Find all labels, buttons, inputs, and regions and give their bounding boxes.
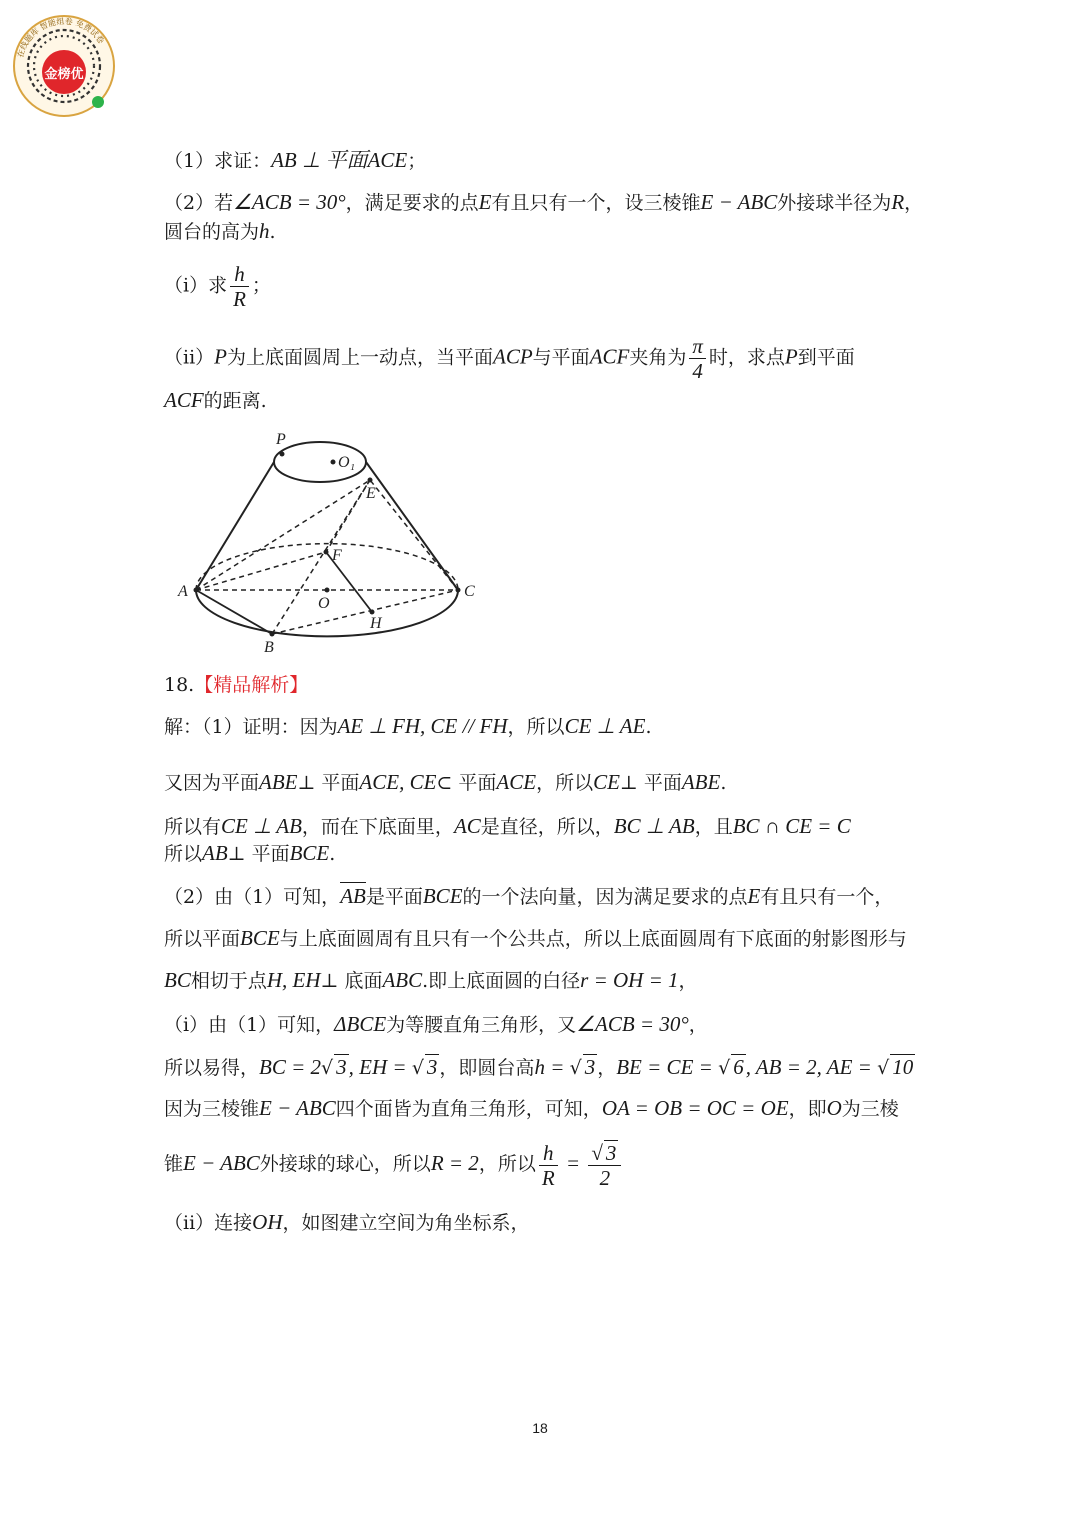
segment-EF — [326, 480, 370, 552]
solution-line-4: 所以AB⊥ 平面BCE. — [164, 841, 336, 865]
logo-ring-text: 在线题库 智能组卷 免费试卷 — [15, 16, 106, 59]
question-part-ii: （ii）P为上底面圆周上一动点，当平面ACP与平面ACF夹角为 $\frac{\pi}{4}$ 时，求点P到平面 — [164, 334, 855, 384]
question-part-2-line2: 圆台的高为h. — [164, 219, 276, 243]
solution-line-10: 因为三棱锥E − ABC四个面皆为直角三角形，可知，OA = OB = OC = OE，即O为三棱 — [164, 1096, 899, 1120]
label-H: H — [370, 615, 382, 632]
point-B — [270, 632, 275, 637]
point-H — [370, 610, 375, 615]
solution-line-1: 解：（1）证明：因为AE ⊥ FH, CE // FH，所以CE ⊥ AE. — [164, 714, 652, 738]
label-O1: O₁ — [338, 454, 356, 471]
point-P — [280, 452, 285, 457]
label-O: O — [318, 595, 330, 612]
label-A: A — [178, 583, 188, 600]
segment-AB — [196, 590, 272, 634]
point-C — [456, 588, 461, 593]
label-B: B — [264, 639, 274, 656]
jinbangyou-logo — [8, 6, 120, 118]
solution-line-12: （ii）连接OH，如图建立空间为角坐标系， — [164, 1210, 530, 1234]
solution-line-6: 所以平面BCE与上底面圆周有且只有一个公共点，所以上底面圆周有下底面的射影图形与 — [164, 926, 907, 950]
right-generatrix — [366, 462, 458, 590]
question-part-2: （2）若∠ACB = 30°，满足要求的点E有且只有一个，设三棱锥E − ABC外接球半径为R， — [164, 190, 924, 214]
segment-CE — [370, 480, 458, 590]
question-part-i: （i）求 $\frac{h}{R}$ ； — [164, 262, 271, 312]
solution-line-9: 所以易得，BC = 2√ 3, EH = √ 3 ，即圆台高h = √ 3 ，BE = CE = √ 6, AB = 2, AE = √ 10 — [164, 1055, 914, 1079]
vector-AB: AB — [340, 884, 366, 908]
point-O1 — [331, 460, 336, 465]
point-F — [324, 550, 329, 555]
solution-line-5: （2）由（1）可知，AB是平面BCE的一个法向量，因为满足要求的点E有且只有一个， — [164, 884, 894, 908]
point-E — [368, 478, 373, 483]
question-part-ii-line2: ACF的距离. — [164, 388, 267, 412]
solution-header: 18.【精品解析】 — [164, 674, 309, 696]
solution-line-2: 又因为平面ABE⊥ 平面ACE, CE⊂ 平面ACE，所以CE⊥ 平面ABE. — [164, 770, 727, 794]
logo-brand-text: 金榜优 — [44, 67, 84, 82]
solution-line-3: 所以有CE ⊥ AB，而在下底面里，AC是直径，所以，BC ⊥ AB，且BC ∩ CE = C — [164, 814, 851, 838]
page-number: 18 — [532, 1420, 548, 1436]
question-part-1: （1）求证：AB ⊥ 平面ACE； — [164, 148, 427, 172]
solution-line-7: BC相切于点H, EH⊥ 底面ABC.即上底面圆的白径r = OH = 1， — [164, 968, 698, 992]
segment-BC — [272, 590, 458, 634]
solution-line-11: 锥E − ABC外接球的球心，所以R = 2，所以 $\frac{h}{R}$ = $\frac{√ 3}{2}$ — [164, 1140, 624, 1190]
label-C: C — [464, 583, 475, 600]
left-generatrix — [196, 462, 274, 590]
solution-line-8: （i）由（1）可知，ΔBCE为等腰直角三角形，又∠ACB = 30°， — [164, 1012, 708, 1036]
segment-AE — [196, 480, 370, 590]
label-E: E — [366, 485, 376, 502]
label-P: P — [276, 431, 286, 448]
label-F: F — [332, 547, 342, 564]
point-O — [325, 588, 330, 593]
point-A — [194, 588, 199, 593]
frustum-figure — [174, 428, 484, 658]
